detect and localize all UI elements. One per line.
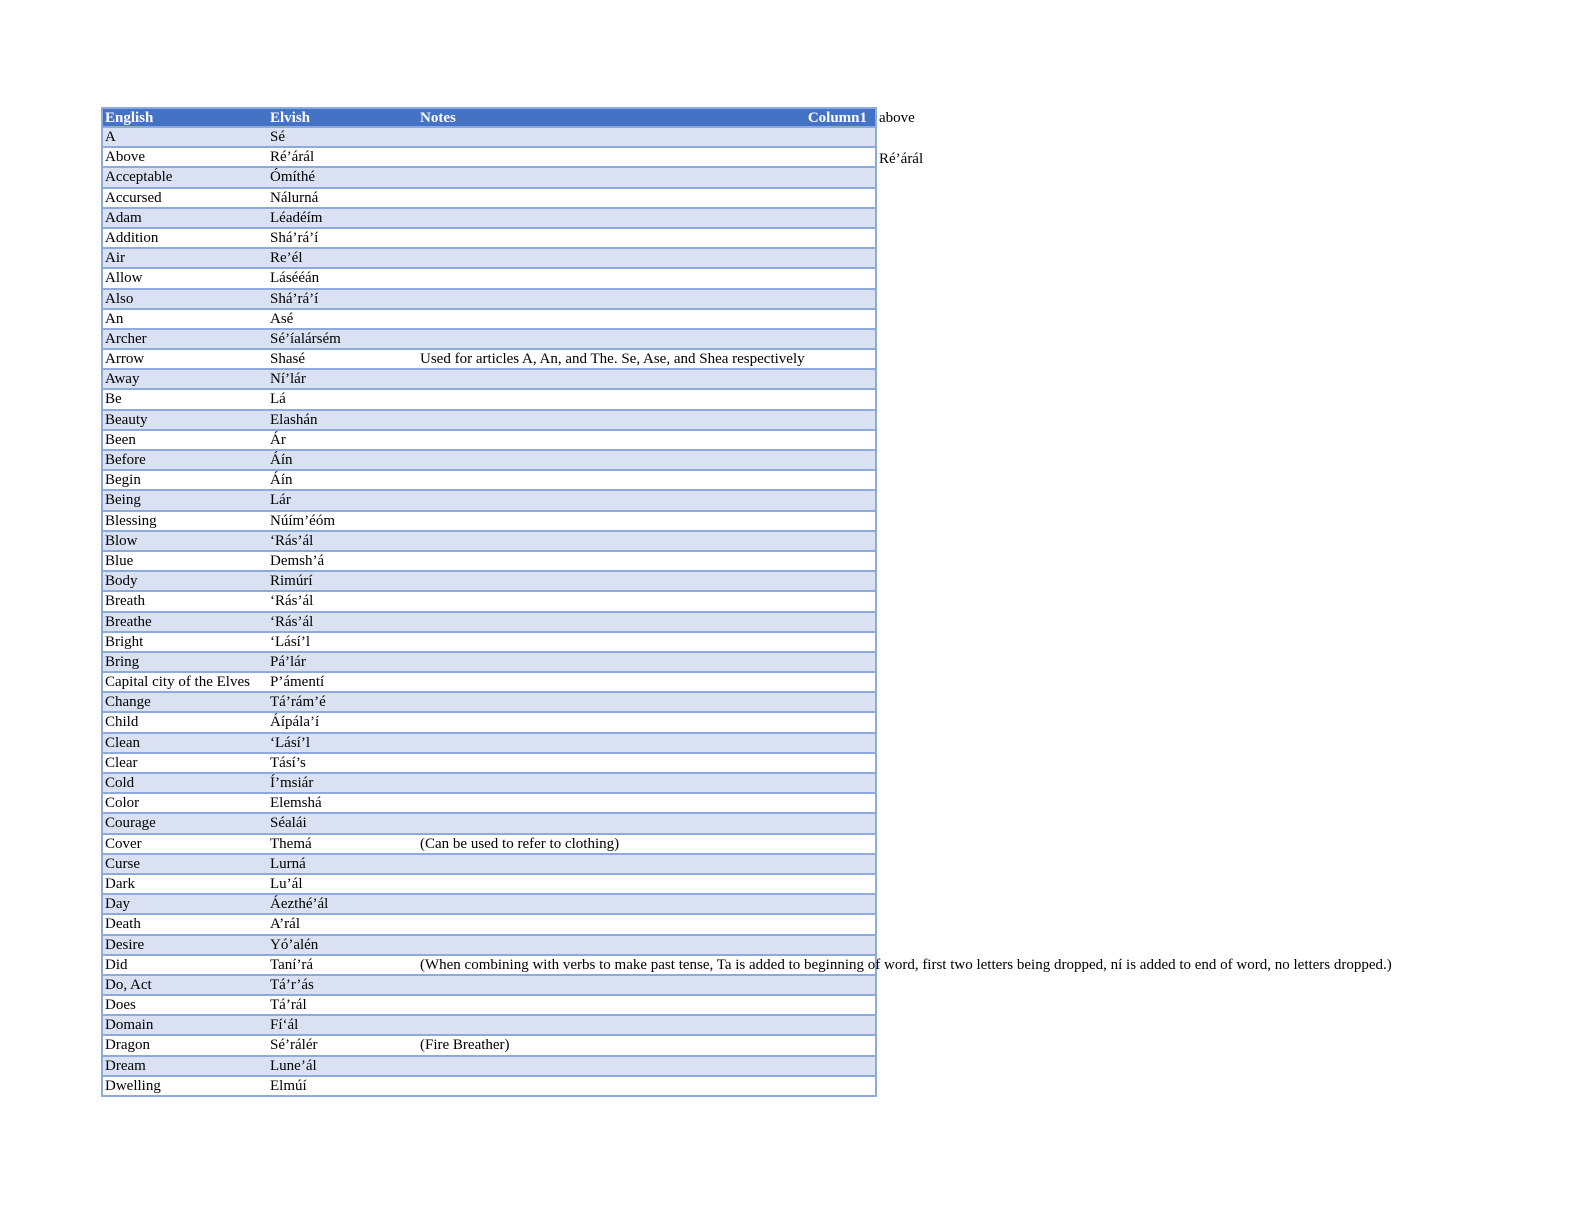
cell-elvish: Lurná [270, 855, 306, 872]
cell-elvish: Tá’r’ás [270, 976, 314, 993]
table-row [101, 1077, 877, 1097]
cell-english: Blue [105, 552, 134, 569]
cell-english: Dragon [105, 1037, 150, 1054]
cell-english: Acceptable [105, 169, 173, 186]
cell-elvish: Ní’lár [270, 371, 306, 388]
table-row [101, 976, 877, 996]
cell-elvish: Lá [270, 391, 286, 408]
header-row [101, 107, 877, 128]
cell-english: Color [105, 795, 140, 812]
cell-elvish: Yó’alén [270, 936, 319, 953]
cell-elvish: Re’él [270, 250, 303, 267]
cell-english: Day [105, 896, 130, 913]
dictionary-table [101, 107, 1392, 1097]
cell-english: An [105, 310, 124, 327]
table-row [101, 875, 877, 895]
table-row [101, 633, 877, 653]
table-row [101, 431, 877, 451]
cell-elvish: ‘Rás’ál [270, 532, 314, 549]
cell-elvish: Áín [270, 452, 293, 468]
cell-elvish: Tá’rám’é [270, 694, 326, 711]
cell-english: A [105, 129, 116, 145]
cell-english: Change [105, 694, 151, 711]
table-row [101, 915, 877, 935]
cell-english: Dwelling [105, 1077, 161, 1094]
table-row [101, 572, 877, 592]
side-note-above: above [879, 110, 915, 126]
cell-elvish: Shasé [270, 351, 305, 368]
table-row [101, 168, 877, 188]
cell-elvish: Áezthé’ál [270, 896, 329, 913]
cell-english: Child [105, 714, 139, 731]
table-row [101, 653, 877, 673]
cell-english: Blow [105, 532, 138, 549]
cell-english: Been [105, 431, 136, 448]
cell-english: Arrow [105, 351, 145, 368]
table-row [101, 269, 877, 289]
table-row [101, 290, 877, 310]
table-row [101, 330, 877, 350]
table-row [101, 209, 877, 229]
table-row [101, 350, 877, 370]
cell-elvish: Ár [270, 431, 286, 448]
cell-english: Domain [105, 1017, 154, 1034]
table-row [101, 754, 877, 774]
table-row [101, 552, 877, 572]
cell-elvish: Elashán [270, 411, 318, 428]
cell-elvish: Pá’lár [270, 653, 306, 670]
cell-english: Being [105, 492, 141, 509]
header-notes: Notes [420, 110, 456, 126]
cell-english: Breathe [105, 613, 152, 630]
table-row [101, 1057, 877, 1077]
table-row [101, 1036, 877, 1056]
cell-elvish: Núím’éóm [270, 512, 335, 529]
table-row [101, 835, 877, 855]
header-english: English [105, 110, 154, 126]
header-column1: Column1 [807, 110, 867, 126]
cell-english: Clear [105, 754, 138, 771]
cell-elvish: Lár [270, 492, 291, 509]
table-row [101, 592, 877, 612]
cell-elvish: Sé’rálér [270, 1037, 318, 1054]
table-row [101, 895, 877, 915]
table-row [101, 996, 877, 1016]
cell-elvish: A’rál [270, 916, 300, 933]
cell-elvish: Themá [270, 835, 312, 852]
cell-elvish: Shá’rá’í [270, 229, 319, 246]
cell-elvish: Sé’íalársém [270, 330, 341, 347]
cell-elvish: Tásí’s [270, 754, 306, 771]
table-row [101, 613, 877, 633]
cell-english: Away [105, 371, 140, 388]
cell-english: Also [105, 290, 134, 307]
cell-elvish: Ré’árál [270, 149, 315, 166]
cell-elvish: Taní’rá [270, 956, 314, 973]
table-row [101, 774, 877, 794]
cell-elvish: Í’msiár [270, 775, 314, 791]
cell-elvish: Sé [270, 129, 285, 145]
cell-elvish: P’ámentí [270, 674, 325, 691]
cell-english: Accursed [105, 189, 162, 206]
cell-elvish: Asé [270, 310, 294, 327]
cell-elvish: Shá’rá’í [270, 290, 319, 307]
cell-english: Desire [105, 936, 145, 953]
cell-notes: Used for articles A, An, and The. Se, Ase, and Shea respectively [420, 351, 805, 368]
cell-english: Air [105, 250, 125, 267]
table-row [101, 532, 877, 552]
cell-english: Adam [105, 209, 142, 226]
cell-notes: (Fire Breather) [420, 1037, 510, 1054]
side-note-reraral: Ré’árál [879, 151, 924, 167]
cell-elvish: Nálurná [270, 189, 319, 206]
cell-elvish: Léadéím [270, 209, 323, 226]
table-row [101, 310, 877, 330]
cell-english: Begin [105, 472, 141, 489]
cell-english: Did [105, 956, 128, 973]
table-row [101, 734, 877, 754]
cell-english: Body [105, 573, 138, 590]
cell-english: Archer [105, 330, 147, 347]
table-row [101, 471, 877, 491]
table-row [101, 956, 1392, 976]
cell-english: Cold [105, 775, 135, 791]
cell-english: Does [105, 997, 136, 1014]
table-body [101, 128, 1392, 1097]
cell-english: Capital city of the Elves [105, 674, 250, 691]
cell-english: Clean [105, 734, 140, 751]
table-row [101, 451, 877, 471]
cell-english: Courage [105, 815, 156, 832]
cell-english: Cover [105, 835, 142, 852]
cell-english: Bring [105, 653, 140, 670]
table-row [101, 936, 877, 956]
cell-english: Dark [105, 875, 135, 892]
cell-english: Before [105, 452, 146, 468]
table-row [101, 713, 877, 733]
table-row [101, 855, 877, 875]
cell-english: Allow [105, 270, 143, 287]
table-row [101, 229, 877, 249]
cell-elvish: Fí‘ál [270, 1017, 299, 1034]
table-row [101, 411, 877, 431]
cell-english: Above [105, 149, 145, 166]
table-row [101, 512, 877, 532]
cell-english: Addition [105, 229, 159, 246]
cell-elvish: Lásééán [270, 270, 320, 287]
cell-elvish: Elmúí [270, 1077, 307, 1094]
cell-english: Be [105, 391, 122, 408]
table-row [101, 1016, 877, 1036]
cell-elvish: Rimúrí [270, 573, 313, 590]
table-row [101, 370, 877, 390]
cell-elvish: ‘Lásí’l [270, 734, 310, 751]
table-row [101, 148, 877, 168]
cell-elvish: ‘Lásí’l [270, 633, 310, 650]
cell-elvish: Elemshá [270, 795, 322, 812]
cell-notes: (When combining with verbs to make past tense, Ta is added to beginning of word, first two letters being dropped, ní is added to end of word, no letters dropped.) [420, 956, 1392, 973]
table-row [101, 189, 877, 209]
cell-elvish: Lu’ál [270, 875, 303, 892]
cell-english: Death [105, 916, 141, 933]
cell-elvish: Séalái [270, 815, 307, 832]
cell-english: Beauty [105, 411, 148, 428]
cell-notes: (Can be used to refer to clothing) [420, 835, 620, 852]
table-row [101, 794, 877, 814]
header-elvish: Elvish [270, 110, 311, 126]
table-row [101, 128, 877, 148]
cell-elvish: Ómíthé [270, 169, 315, 186]
table-row [101, 390, 877, 410]
cell-elvish: ‘Rás’ál [270, 613, 314, 630]
table-row [101, 693, 877, 713]
table-row [101, 249, 877, 269]
cell-english: Curse [105, 855, 140, 872]
cell-elvish: Áín [270, 472, 293, 489]
cell-elvish: Demsh’á [270, 552, 325, 569]
table-row [101, 673, 877, 693]
table-row [101, 491, 877, 511]
cell-elvish: Lune’ál [270, 1057, 317, 1074]
cell-english: Dream [105, 1057, 146, 1074]
cell-english: Blessing [105, 512, 157, 529]
table-row [101, 814, 877, 834]
cell-english: Do, Act [105, 976, 152, 993]
cell-elvish: ‘Rás’ál [270, 593, 314, 610]
cell-english: Bright [105, 633, 144, 650]
cell-elvish: Áípála’í [270, 714, 320, 731]
cell-elvish: Tá’rál [270, 997, 307, 1014]
cell-english: Breath [105, 593, 145, 610]
